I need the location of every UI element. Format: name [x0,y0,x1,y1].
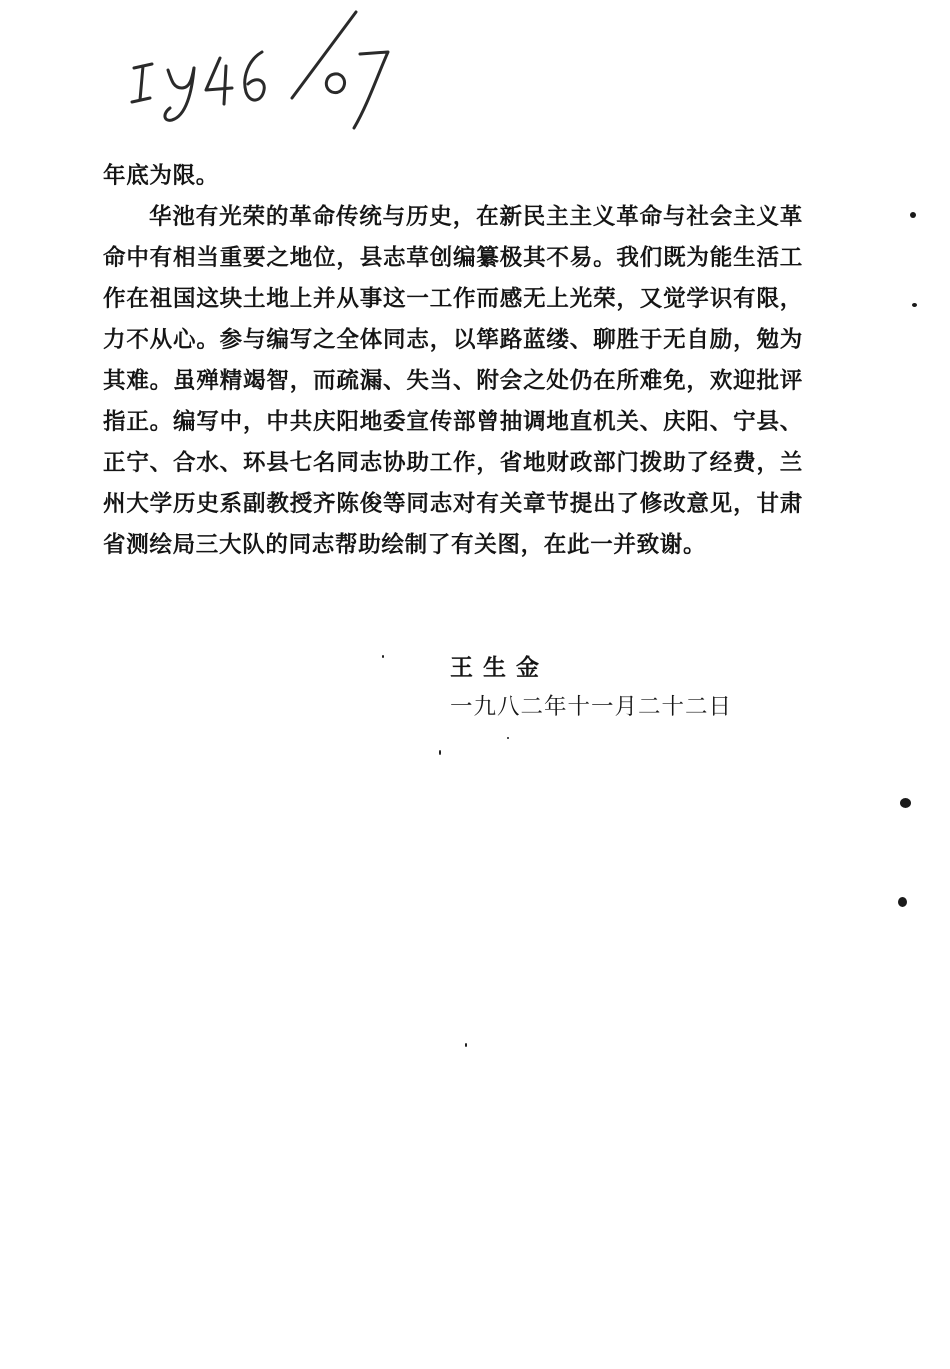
body-text [103,156,803,566]
scan-speck [465,1043,467,1047]
signature-date: 一九八二年十一月二十二日 [450,694,733,720]
scan-speck [910,212,916,218]
signature-name: 王生金 [450,654,549,681]
scan-speck [898,897,907,907]
scan-speck [900,798,911,808]
paragraph-continuation: 年底为限。 [103,163,220,189]
scan-speck [439,750,441,755]
handwritten-reference-drawing [128,8,408,138]
scan-speck [912,303,917,307]
scan-speck [382,655,384,658]
scan-speck [507,737,509,739]
paragraph-main: 华池有光荣的革命传统与历史，在新民主主义革命与社会主义革命中有相当重要之地位，县志草创编纂极其不易。我们既为能生活工作在祖国这块土地上并从事这一工作而感无上光荣，又觉学识有限，力不从心。参与编写之全体同志，以筚路蓝缕、聊胜于无自励，勉为其难。虽殚精竭智，而疏漏、失当、附会之处仍在所难免，欢迎批评指正。编写中，中共庆阳地委宣传部曾抽调地直机关、庆阳、宁县、正宁、合水、环县七名同志协助工作，省地财政部门拨助了经费，兰州大学历史系副教授齐陈俊等同志对有关章节提出了修改意见，甘肃省测绘局三大队的同志帮助绘制了有关图，在此一并致谢。 [103,204,803,558]
handwritten-reference-mark [128,8,408,138]
